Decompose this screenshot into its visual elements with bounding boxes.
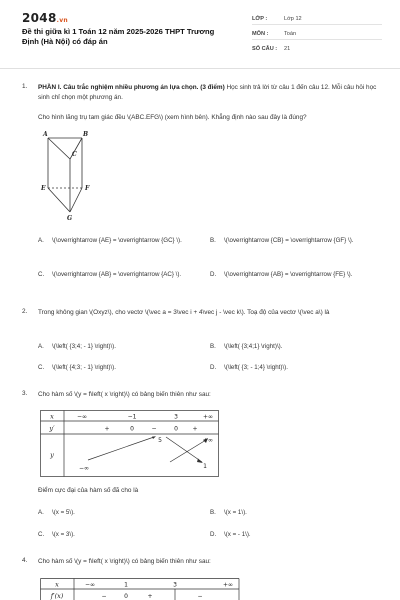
svg-text:+∞: +∞ (202, 437, 214, 444)
prism-figure (40, 130, 130, 222)
svg-text:−: − (101, 593, 107, 600)
svg-text:0: 0 (130, 425, 134, 433)
q3-x-label: x (50, 412, 54, 421)
label-F: F (85, 185, 90, 192)
question-1-part-heading: PHẦN I. Câu trắc nghiệm nhiều phương án lựa chọn. (3 điểm) Học sinh trả lời từ câu 1 đến câu 12. Mỗi câu hỏi học sinh chỉ chọn một phương án. (38, 84, 377, 101)
svg-text:+∞: +∞ (222, 581, 234, 589)
question-2-prompt: Trong không gian \(Oxyz\), cho vectơ \(\vec a = 3\vec i + 4\vec j - \vec k\). Toạ độ của vectơ \(\vec a\) là (38, 309, 330, 316)
question-3-subprompt: Điểm cực đại của hàm số đã cho là (38, 487, 139, 494)
svg-text:1: 1 (203, 463, 207, 470)
svg-text:5: 5 (158, 437, 162, 444)
question-1-prompt: Cho hình lăng trụ tam giác đều \(ABC.EFG\) (xem hình bên). Khẳng định nào sau đây là đúng? (38, 114, 307, 121)
header-divider (0, 68, 400, 69)
svg-text:3: 3 (173, 581, 177, 589)
svg-text:−∞: −∞ (76, 413, 88, 421)
svg-text:−: − (197, 593, 203, 600)
svg-text:0: 0 (124, 593, 128, 600)
svg-text:−: − (151, 425, 157, 433)
svg-text:−1: −1 (127, 413, 137, 421)
label-B: B (83, 131, 89, 138)
label-A: A (43, 131, 48, 138)
q3-y-label: y (50, 451, 54, 459)
svg-text:1: 1 (124, 581, 128, 589)
q4-x-label: x (55, 580, 59, 589)
question-1-number: 1. (22, 83, 28, 90)
q4-yp-label: f′(x) (50, 592, 64, 600)
site-logo[interactable]: 2048.vn (22, 11, 68, 25)
q3-variation-table (40, 410, 220, 478)
question-2-number: 2. (22, 308, 28, 315)
label-E: E (41, 185, 46, 192)
question-4-number: 4. (22, 557, 28, 564)
question-3-number: 3. (22, 390, 28, 397)
label-G: G (67, 215, 73, 222)
q3-yp-label: y′ (49, 424, 55, 433)
svg-text:+: + (192, 425, 198, 433)
exam-page: 2048.vn Đề thi giữa kì 1 Toán 12 năm 2025-2026 THPT Trương Định (Hà Nội) có đáp án LỚP : Lớp 12 MÔN : Toán SỐ CÂU : 21 1. PHẦN I. Câu trắc nghiệm nhiều phương án lựa chọn. (3 điểm) Học sinh trả lời từ câu 1 đến câu 12. Mỗi câu hỏi học sinh chỉ chọn một phương án. Cho hình lăng trụ tam giác đều \(ABC.EFG\) (xem hình bên). Khẳng định nào sau đây là đúng? A B C E F G A. \(\overrightarrow {AE} = \overrightarrow {GC} \). B. \(\overrightarrow {CB} = \overrightarrow {GF} \). C. \(\overrightarrow {AB} = \overrightarrow {AC} \). D. \(\overrightarrow {AB} = \overrightarrow {FE} \). 2. Trong không gian \(Oxyz\), cho vectơ \(\vec a = 3\vec i + 4\vec j - \vec k\). Toạ độ của vectơ \(\vec a\) là A. \(\left( {3;4; - 1} \right)\). B. \(\left( {3;4;1} \right)\). C. \(\left( {4;3; - 1} \right)\). D. \(\left( {3; - 1;4} \right)\). 3. Cho hàm số \(y = f\left( x \right)\) có bảng biến thiên như sau: x y′ y −∞ −1 3 +∞ + 0 − 0 + −∞ 5 1 +∞ Điểm cực đại của hàm số đã cho là A. \(x = 5\). B. \(x = 1\). C. \(x = 3\). D. \(x = - 1\). 4. Cho hàm số \(y = f\left( x \right)\) có bảng biến thiên như sau: x f′(x) −∞ 1 3 +∞ − 0 + − (0, 0, 400, 600)
label-C: C (72, 151, 77, 158)
svg-text:+: + (104, 425, 110, 433)
svg-text:+: + (147, 593, 153, 600)
svg-text:−∞: −∞ (84, 581, 96, 589)
question-4-prompt: Cho hàm số \(y = f\left( x \right)\) có bảng biến thiên như sau: (38, 558, 211, 565)
svg-text:+∞: +∞ (202, 413, 214, 421)
exam-title: Đề thi giữa kì 1 Toán 12 năm 2025-2026 THPT Trương Định (Hà Nội) có đáp án (22, 27, 215, 46)
svg-text:0: 0 (174, 425, 178, 433)
q4-variation-table (40, 578, 240, 600)
header: 2048.vn Đề thi giữa kì 1 Toán 12 năm 2025-2026 THPT Trương Định (Hà Nội) có đáp án LỚP : Lớp 12 MÔN : Toán SỐ CÂU : 21 (0, 0, 400, 64)
question-3-prompt: Cho hàm số \(y = f\left( x \right)\) có bảng biến thiên như sau: (38, 391, 211, 398)
svg-text:3: 3 (174, 413, 178, 421)
svg-text:−∞: −∞ (78, 465, 90, 472)
